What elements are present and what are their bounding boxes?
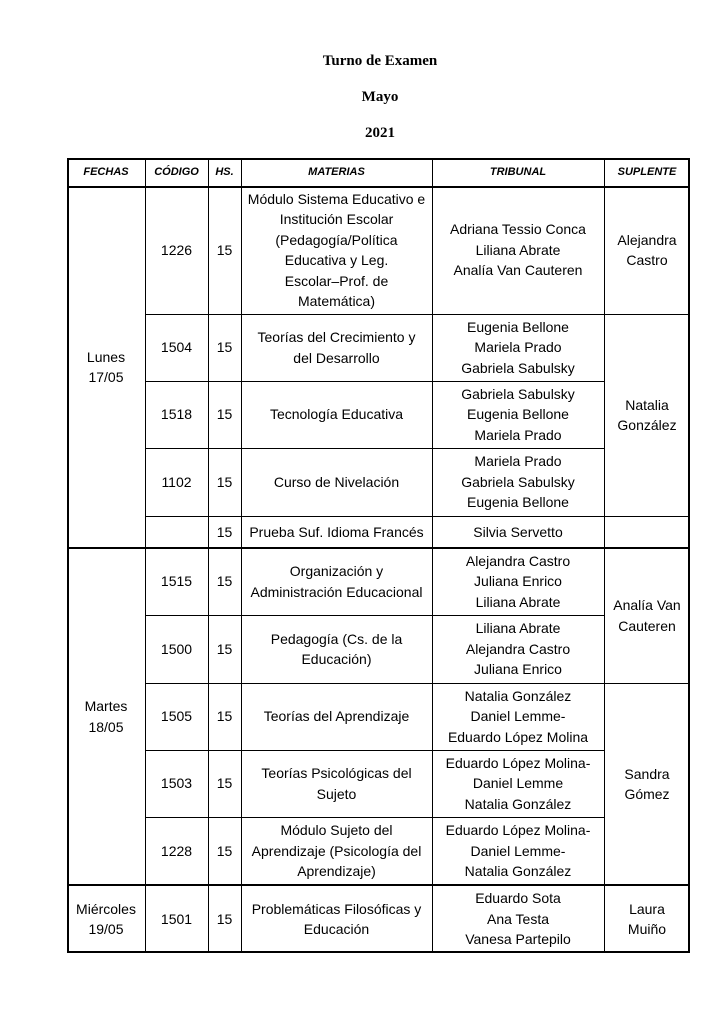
tribunal-cell: Eduardo López Molina- Daniel Lemme- Natalia González — [445, 822, 591, 880]
tribunal-cell: Eduardo López Molina- Daniel Lemme Natalia González — [445, 754, 591, 812]
hs-cell: 15 — [216, 842, 233, 859]
tribunal-cell: Eduardo Sota Ana Testa Vanesa Partepilo — [465, 890, 571, 948]
codigo-cell: 1515 — [160, 573, 193, 590]
codigo-cell: 1501 — [160, 910, 193, 927]
table-rule — [241, 158, 242, 953]
table-rule — [145, 817, 604, 818]
materia-cell: Organización y Administración Educacional — [250, 563, 423, 600]
document-title: Turno de Examen — [322, 53, 438, 69]
tribunal-cell: Alejandra Castro Juliana Enrico Liliana Abrate — [465, 552, 571, 610]
materia-cell: Teorías Psicológicas del Sujeto — [261, 765, 412, 802]
table-rule — [67, 158, 69, 953]
hs-cell: 15 — [216, 339, 233, 356]
materia-cell: Curso de Nivelación — [273, 473, 400, 490]
materia-cell: Módulo Sujeto del Aprendizaje (Psicología del Aprendizaje) — [251, 822, 422, 880]
table-rule — [145, 158, 146, 953]
table-rule — [604, 516, 690, 517]
table-rule — [145, 750, 604, 751]
hs-cell: 15 — [216, 708, 233, 725]
document-month: Mayo — [361, 89, 399, 105]
day-cell-martes: Martes 18/05 — [84, 698, 128, 735]
table-rule — [604, 158, 605, 953]
column-header-fechas: FECHAS — [83, 166, 129, 178]
table-rule — [432, 158, 433, 953]
hs-cell: 15 — [216, 573, 233, 590]
table-rule — [145, 314, 604, 315]
materia-cell: Tecnología Educativa — [269, 406, 404, 423]
table-rule — [145, 615, 604, 616]
hs-cell: 15 — [216, 775, 233, 792]
tribunal-cell: Mariela Prado Gabriela Sabulsky Eugenia Bellone — [461, 453, 575, 511]
table-rule — [145, 683, 604, 684]
table-rule — [67, 547, 690, 549]
suplente-cell: Alejandra Castro — [617, 231, 677, 268]
table-rule — [67, 186, 690, 188]
hs-cell: 15 — [216, 241, 233, 258]
exam-schedule-table — [67, 158, 690, 953]
materia-cell: Prueba Suf. Idioma Francés — [249, 523, 424, 540]
codigo-cell: 1504 — [160, 339, 193, 356]
suplente-cell: Laura Muiño — [627, 900, 667, 937]
tribunal-cell: Liliana Abrate Alejandra Castro Juliana Enrico — [465, 620, 571, 678]
table-rule — [604, 314, 690, 315]
codigo-cell — [145, 516, 208, 548]
hs-cell: 15 — [216, 523, 233, 540]
codigo-cell: 1505 — [160, 708, 193, 725]
tribunal-cell: Gabriela Sabulsky Eugenia Bellone Mariela Prado — [461, 385, 575, 443]
materia-cell: Pedagogía (Cs. de la Educación) — [270, 630, 403, 667]
tribunal-cell: Adriana Tessio Conca Liliana Abrate Analía Van Cauteren — [450, 221, 586, 279]
hs-cell: 15 — [216, 473, 233, 490]
table-rule — [688, 158, 690, 953]
column-header-hs: HS. — [215, 166, 234, 178]
table-rule — [67, 951, 690, 953]
hs-cell: 15 — [216, 910, 233, 927]
column-header-tribunal: TRIBUNAL — [489, 166, 547, 178]
column-header-suplente: SUPLENTE — [617, 166, 677, 178]
suplente-cell — [604, 516, 690, 548]
codigo-cell: 1518 — [160, 406, 193, 423]
column-header-codigo: CÓDIGO — [154, 166, 199, 178]
materia-cell: Módulo Sistema Educativo e Institución Escolar (Pedagogía/Política Educativa y Leg. Escolar–Prof. de Matemática) — [247, 190, 426, 309]
tribunal-cell: Natalia González Daniel Lemme- Eduardo López Molina — [447, 687, 589, 745]
codigo-cell: 1228 — [160, 842, 193, 859]
table-rule — [208, 158, 209, 953]
document-year: 2021 — [365, 125, 395, 141]
table-rule — [145, 448, 604, 449]
suplente-cell: Analía Van Cauteren — [613, 597, 681, 634]
table-rule — [604, 683, 690, 684]
codigo-cell: 1503 — [160, 775, 193, 792]
codigo-cell: 1500 — [160, 640, 193, 657]
codigo-cell: 1226 — [160, 241, 193, 258]
table-rule — [67, 158, 690, 160]
hs-cell: 15 — [216, 406, 233, 423]
materia-cell: Teorías del Aprendizaje — [263, 708, 410, 725]
codigo-cell: 1102 — [161, 473, 192, 490]
materia-cell: Teorías del Crecimiento y del Desarrollo — [257, 329, 416, 366]
suplente-cell: Natalia González — [617, 396, 677, 433]
tribunal-cell: Eugenia Bellone Mariela Prado Gabriela Sabulsky — [461, 318, 575, 376]
column-header-materias: MATERIAS — [308, 166, 365, 178]
materia-cell: Problemáticas Filosóficas y Educación — [251, 900, 422, 937]
table-rule — [67, 884, 690, 886]
day-cell-lunes: Lunes 17/05 — [86, 348, 126, 385]
day-cell-miercoles: Miércoles 19/05 — [76, 900, 136, 937]
suplente-cell: Sandra Gómez — [624, 765, 670, 802]
table-rule — [145, 516, 604, 517]
tribunal-cell: Silvia Servetto — [473, 523, 563, 540]
table-rule — [145, 381, 604, 382]
hs-cell: 15 — [216, 640, 233, 657]
